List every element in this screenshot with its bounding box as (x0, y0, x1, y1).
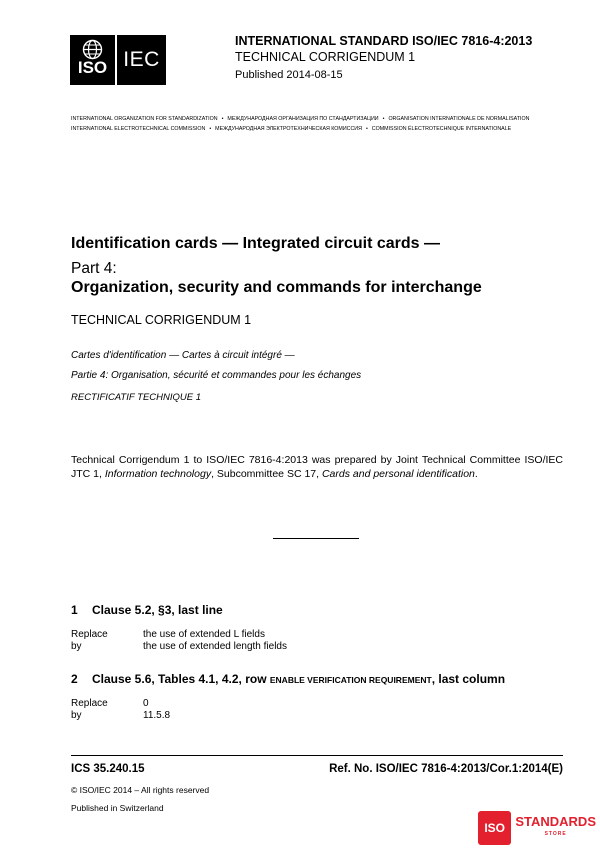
ics-code: ICS 35.240.15 (71, 763, 145, 775)
org-name: INTERNATIONAL ELECTROTECHNICAL COMMISSION (71, 126, 206, 132)
committee-name: Information technology (104, 468, 212, 480)
row-name: ENABLE VERIFICATION REQUIREMENT (269, 675, 432, 685)
row-key: by (71, 641, 82, 652)
clause-number: 1 (71, 603, 78, 617)
french-part: Partie 4: Organisation, sécurité et commandes pour les échanges (71, 370, 362, 381)
footer-line (71, 755, 563, 756)
separator-line (273, 538, 359, 539)
published-date: Published 2014-08-15 (235, 69, 343, 81)
published-location: Published in Switzerland (71, 803, 164, 813)
org-name: COMMISSION ÉLECTROTECHNIQUE INTERNATIONALE (371, 126, 512, 132)
intro-paragraph: Technical Corrigendum 1 to ISO/IEC 7816-4:2013 was prepared by Joint Technical Committee ISO/IEC JTC 1, Information technology, Subcommittee SC 17, Cards and personal identification. (71, 454, 563, 480)
standard-title: INTERNATIONAL STANDARD ISO/IEC 7816-4:2013 (235, 34, 533, 48)
iso-standards-store-badge[interactable] (478, 810, 596, 846)
iso-iec-logo (70, 35, 166, 85)
document-corrigendum: TECHNICAL CORRIGENDUM 1 (71, 313, 252, 327)
row-value: the use of extended length fields (143, 641, 287, 652)
clause-2-replace-row (71, 698, 149, 709)
organizations-row-1 (71, 116, 566, 122)
row-value: 11.5.8 (143, 710, 171, 721)
iec-logo (117, 35, 166, 85)
corrigendum-label: TECHNICAL CORRIGENDUM 1 (235, 50, 416, 64)
store-small-text: STORE (544, 831, 567, 837)
row-key: Replace (71, 629, 108, 640)
clause-2-heading: 2 Clause 5.6, Tables 4.1, 4.2, row ENABLE VERIFICATION REQUIREMENT, last column (71, 672, 506, 686)
copyright: © ISO/IEC 2014 – All rights reserved (71, 785, 210, 795)
org-name: МЕЖДУНАРОДНАЯ ЭЛЕКТРОТЕХНИЧЕСКАЯ КОМИССИЯ (215, 126, 362, 132)
clause-1-replace-row (71, 629, 265, 640)
document-subtitle: Organization, security and commands for interchange (71, 279, 482, 296)
iec-logo-text: IEC (123, 48, 160, 71)
bullet: • (382, 116, 385, 122)
row-key: Replace (71, 698, 108, 709)
row-value: 0 (143, 698, 149, 709)
bullet: • (209, 126, 212, 132)
globe-icon (82, 39, 103, 60)
bullet: • (365, 126, 368, 132)
clause-1-by-row (71, 641, 287, 652)
subcommittee-name: Cards and personal identification (321, 468, 475, 480)
row-key: by (71, 710, 82, 721)
iso-logo (70, 35, 115, 85)
store-text: STANDARDS (515, 814, 596, 829)
clause-2-by-row (71, 710, 170, 721)
document-title: Identification cards — Integrated circuit cards — (71, 235, 440, 252)
org-name: ORGANISATION INTERNATIONALE DE NORMALISATION (388, 116, 530, 122)
org-name: INTERNATIONAL ORGANIZATION FOR STANDARDIZATION (71, 116, 218, 122)
clause-1-heading (71, 603, 223, 617)
clause-title: Clause 5.2, §3, last line (92, 603, 223, 617)
french-corrigendum: RECTIFICATIF TECHNIQUE 1 (71, 392, 202, 403)
document-part: Part 4: (71, 260, 117, 277)
org-name: МЕЖДУНАРОДНАЯ ОРГАНИЗАЦИЯ ПО СТАНДАРТИЗАЦИИ (227, 116, 379, 122)
reference-number: Ref. No. ISO/IEC 7816-4:2013/Cor.1:2014(E) (329, 763, 563, 775)
french-title: Cartes d'identification — Cartes à circuit intégré — (71, 350, 295, 361)
store-iso-logo: ISO (478, 811, 511, 845)
store-label (515, 815, 596, 841)
row-value: the use of extended L fields (143, 629, 265, 640)
bullet: • (221, 116, 224, 122)
organizations-row-2 (71, 126, 566, 132)
iso-logo-text: ISO (77, 58, 108, 77)
clause-number: 2 (71, 672, 78, 686)
